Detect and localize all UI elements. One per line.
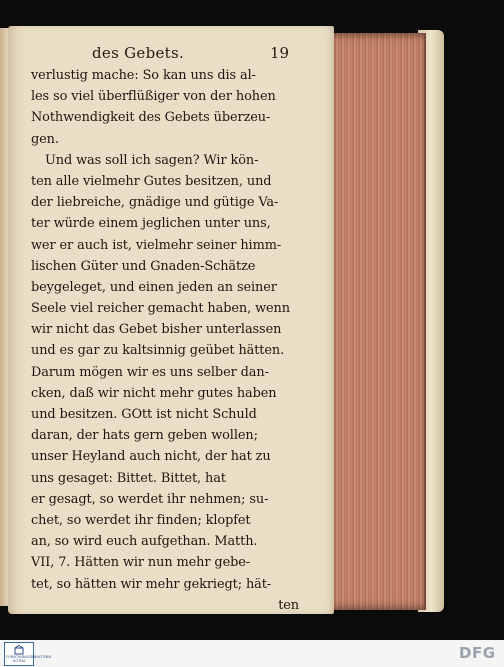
text-line: VII, 7. Hätten wir nun mehr gebe-: [31, 555, 251, 571]
library-logo[interactable]: [4, 642, 52, 666]
text-line: les so viel überflüßiger von der hohen: [31, 89, 276, 105]
text-line: beygeleget, und einen jeden an seiner: [31, 279, 277, 295]
library-logo-text: FORSCHUNGSBIBLIOTHEK GOTHA: [6, 655, 52, 663]
text-line: Und was soll ich sagen? Wir kön-: [45, 152, 259, 168]
viewer-footer: [0, 640, 504, 667]
text-line: gen.: [31, 131, 59, 147]
text-line: Nothwendigkeit des Gebets überzeu-: [31, 110, 271, 126]
text-line: an, so wird euch aufgethan. Matth.: [31, 534, 258, 550]
text-line: Darum mögen wir es uns selber dan-: [31, 364, 269, 380]
text-line: verlustig mache: So kan uns dis al-: [31, 68, 256, 83]
page-header: [8, 44, 308, 66]
text-line: ten alle vielmehr Gutes besitzen, und: [31, 173, 272, 189]
text-line: und besitzen. GOtt ist nicht Schuld: [31, 407, 257, 422]
catchword: ten: [278, 597, 299, 613]
text-line: ter würde einem jeglichen unter uns,: [31, 216, 271, 232]
dfg-logo[interactable]: DFG: [459, 644, 496, 662]
text-line: und es gar zu kaltsinnig geübet hätten.: [31, 343, 285, 359]
text-line: der liebreiche, gnädige und gütige Va-: [31, 195, 279, 211]
text-line: cken, daß wir nicht mehr gutes haben: [31, 385, 277, 401]
text-line: tet, so hätten wir mehr gekriegt; hät-: [31, 576, 272, 592]
text-line: chet, so werdet ihr finden; klopfet: [31, 512, 251, 528]
text-line: Seele viel reicher gemacht haben, wenn: [31, 301, 290, 317]
text-line: wir nicht das Gebet bisher unterlassen: [31, 322, 282, 338]
text-line: daran, der hats gern geben wollen;: [31, 428, 258, 444]
library-logo-icon: [14, 645, 24, 655]
text-line: lischen Güter und Gnaden-Schätze: [31, 258, 256, 274]
text-line: unser Heyland auch nicht, der hat zu: [31, 449, 271, 465]
text-line: wer er auch ist, vielmehr seiner himm-: [31, 237, 282, 253]
text-line: uns gesaget: Bittet. Bittet, hat: [31, 470, 226, 486]
running-head: des Gebets.: [92, 44, 185, 62]
page-number: 19: [270, 44, 290, 62]
page-stack-edge: [332, 33, 426, 610]
text-line: er gesagt, so werdet ihr nehmen; su-: [31, 491, 269, 507]
page-body-text: [31, 65, 299, 616]
